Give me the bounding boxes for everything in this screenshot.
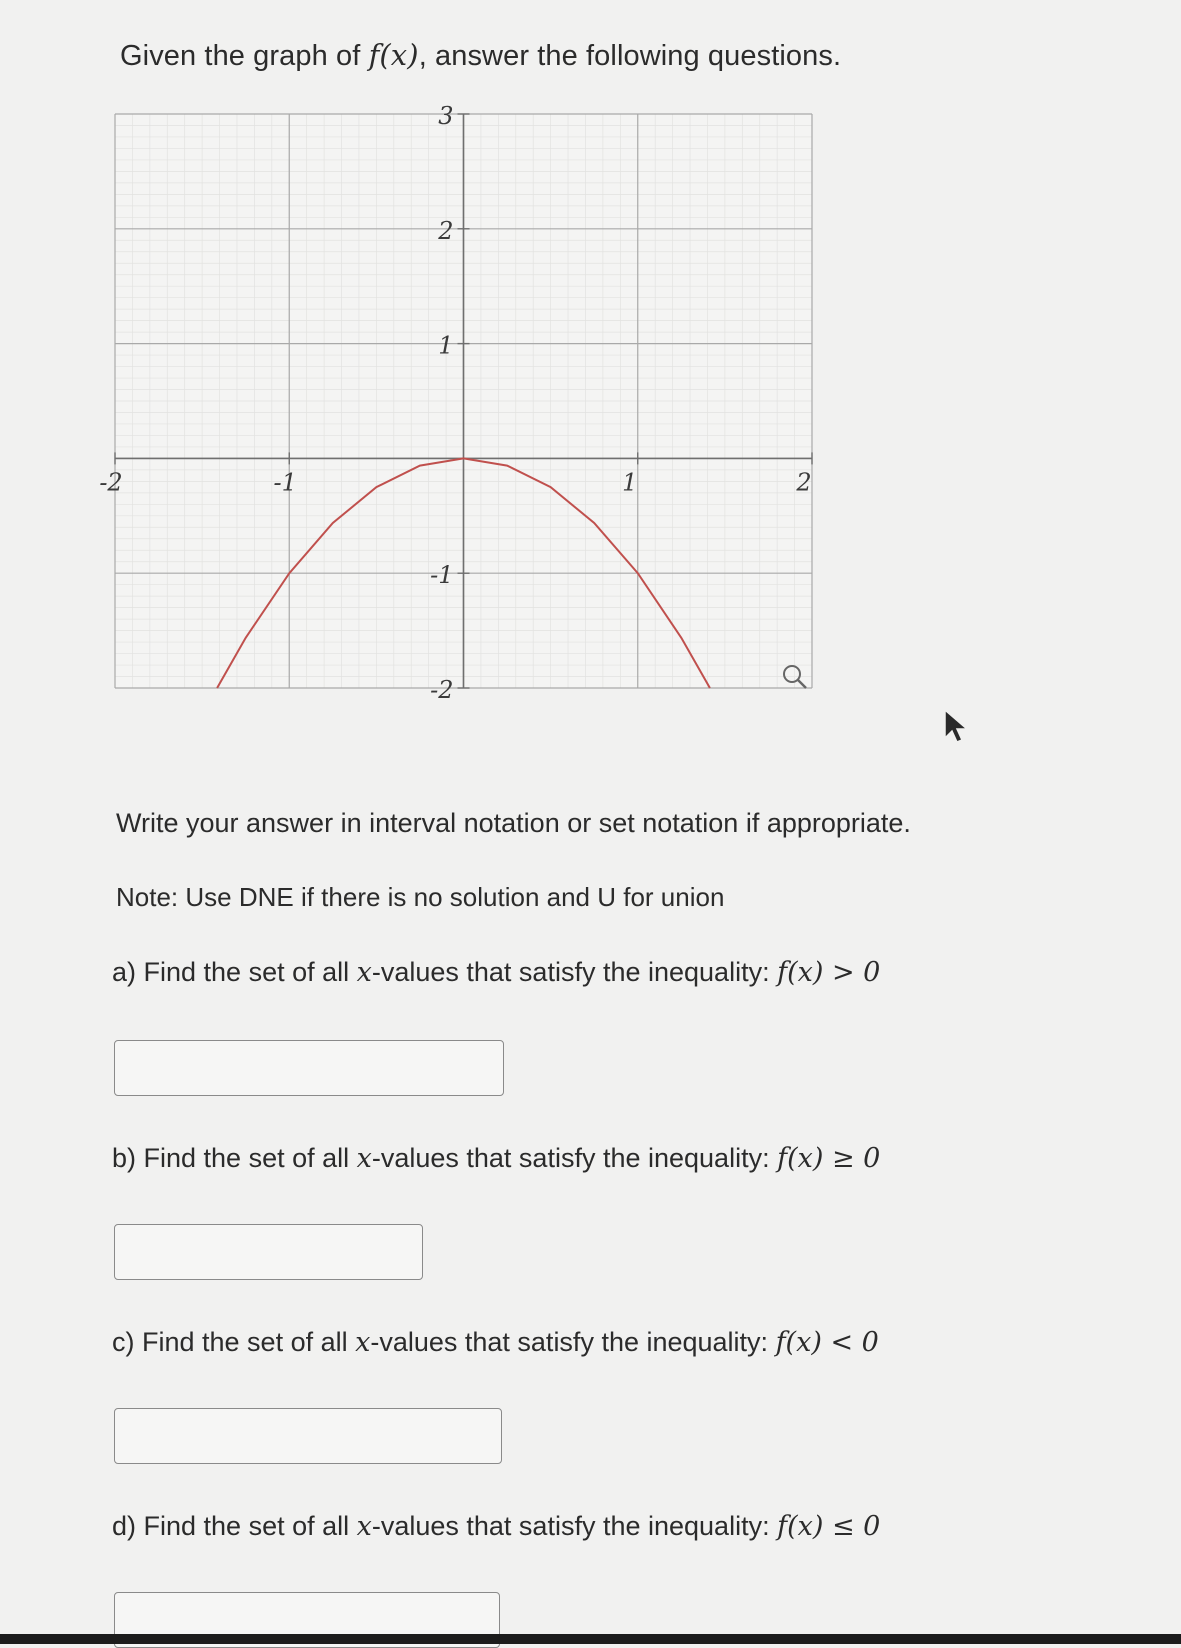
mouse-pointer-icon — [943, 708, 969, 744]
instructions-text: Write your answer in interval notation or set notation if appropriate. — [116, 808, 911, 839]
question-b-label: b) Find the set of all — [112, 1143, 357, 1173]
question-d-relation: ≤ 0 — [823, 1511, 880, 1542]
function-graph — [110, 108, 850, 728]
y-tick-label: 1 — [438, 332, 453, 360]
y-tick-label: -1 — [430, 561, 453, 589]
question-b-var: x — [357, 1143, 372, 1174]
question-a — [112, 957, 880, 988]
intro-before: Given the graph of — [120, 40, 369, 72]
answer-a-input[interactable] — [114, 1040, 504, 1096]
question-c-fx: f(x) — [776, 1327, 822, 1358]
answer-c-input[interactable] — [114, 1408, 502, 1464]
x-tick-label: -1 — [274, 468, 297, 496]
question-b-mid: -values that satisfy the inequality: — [372, 1143, 777, 1173]
question-c — [112, 1327, 879, 1358]
question-c-relation: < 0 — [822, 1327, 879, 1358]
question-b-fx: f(x) — [777, 1143, 823, 1174]
x-tick-label: 1 — [622, 468, 637, 496]
note-text: Note: Use DNE if there is no solution and U for union — [116, 882, 724, 913]
question-b-relation: ≥ 0 — [823, 1143, 880, 1174]
question-a-var: x — [357, 957, 372, 988]
question-c-label: c) Find the set of all — [112, 1327, 355, 1357]
question-b — [112, 1143, 880, 1174]
question-d-label: d) Find the set of all — [112, 1511, 357, 1541]
x-tick-label: -2 — [99, 468, 122, 496]
y-tick-label: 2 — [437, 217, 453, 245]
question-d-fx: f(x) — [777, 1511, 823, 1542]
x-tick-label: 2 — [795, 468, 811, 496]
question-a-relation: > 0 — [823, 957, 880, 988]
question-c-mid: -values that satisfy the inequality: — [370, 1327, 775, 1357]
bottom-bar — [0, 1634, 1181, 1644]
question-c-var: x — [355, 1327, 370, 1358]
y-tick-label: -2 — [430, 676, 453, 704]
question-a-label: a) Find the set of all — [112, 957, 357, 987]
question-d — [112, 1511, 880, 1542]
question-a-fx: f(x) — [777, 957, 823, 988]
question-a-mid: -values that satisfy the inequality: — [372, 957, 777, 987]
y-tick-label: 3 — [438, 102, 453, 130]
question-d-mid: -values that satisfy the inequality: — [372, 1511, 777, 1541]
question-d-var: x — [357, 1511, 372, 1542]
answer-b-input[interactable] — [114, 1224, 423, 1280]
graph-svg — [110, 108, 850, 728]
intro-text — [120, 38, 841, 73]
intro-fx: f(x) — [369, 38, 419, 72]
intro-after: , answer the following questions. — [419, 40, 841, 72]
